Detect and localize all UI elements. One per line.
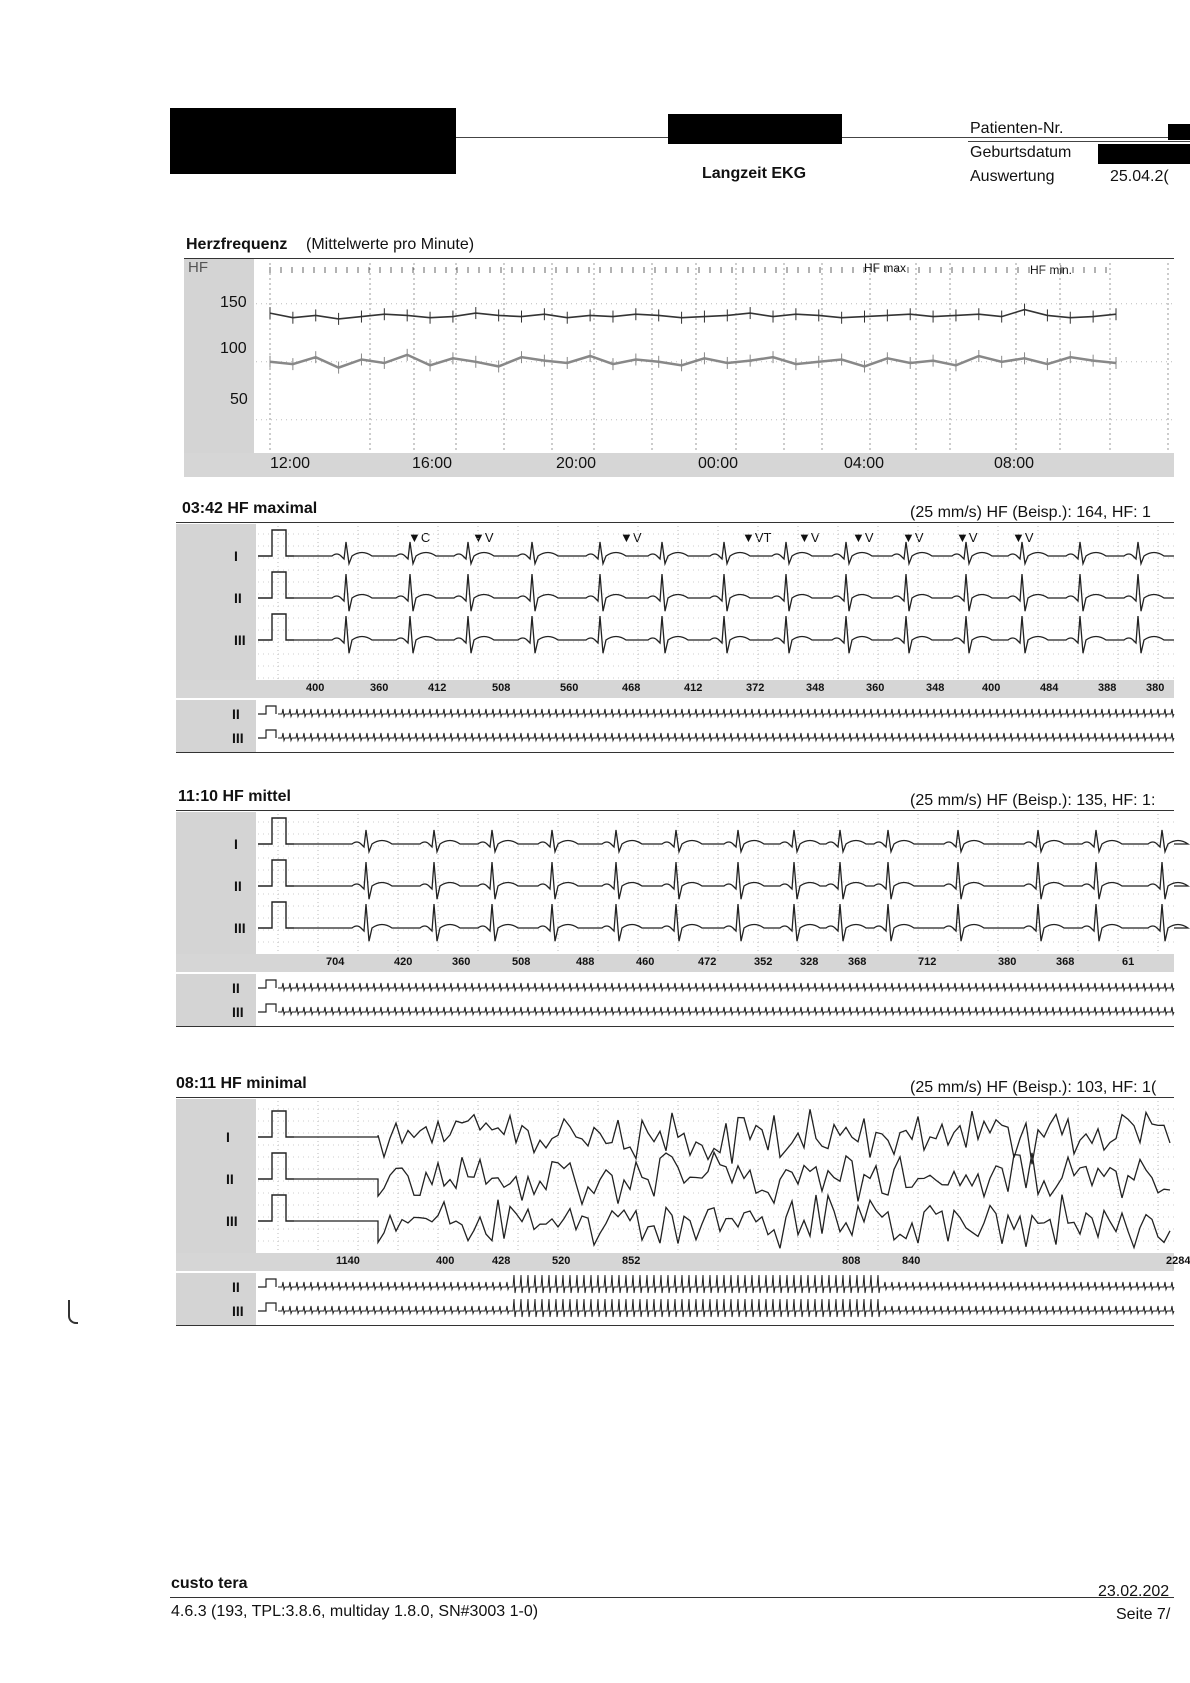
hr-xtick: 16:00 xyxy=(412,455,453,472)
hr-trend-chart xyxy=(184,259,1174,477)
compressed-lead-label: II xyxy=(232,980,240,996)
lead-label: III xyxy=(234,632,246,648)
rr-value: 472 xyxy=(698,956,717,968)
hr-trend-plot xyxy=(256,259,1174,453)
compressed-lead-label: III xyxy=(232,1303,244,1319)
rr-value: 372 xyxy=(746,682,765,694)
ecg-section-mittel xyxy=(176,788,1174,1046)
rr-value: 840 xyxy=(902,1255,921,1267)
rr-interval-strip xyxy=(176,1253,1174,1271)
rr-value: 428 xyxy=(492,1255,511,1267)
compressed-trace xyxy=(278,1299,1174,1317)
rr-value: 508 xyxy=(512,956,531,968)
margin-mark xyxy=(68,1300,78,1324)
rr-value: 520 xyxy=(552,1255,571,1267)
hr-xtick: 20:00 xyxy=(556,455,597,472)
footer-version: 4.6.3 (193, TPL:3.8.6, multiday 1.8.0, SN#3003 1-0) xyxy=(171,1603,539,1620)
ecg-trace-plot xyxy=(258,526,1174,680)
compressed-leads xyxy=(176,1273,1174,1326)
ecg-trace xyxy=(294,1109,1170,1164)
compressed-trace xyxy=(278,733,1174,741)
footer-page: Seite 7/ xyxy=(1116,1606,1171,1623)
hr-ytick-100: 100 xyxy=(220,340,247,357)
compressed-lead-column xyxy=(176,974,256,1026)
rr-value: 380 xyxy=(1146,682,1165,694)
hr-ytick-150: 150 xyxy=(220,294,247,311)
hr-ytick-50: 50 xyxy=(230,391,248,408)
ecg-trace xyxy=(294,1195,1170,1249)
beat-label: ▼V xyxy=(472,530,494,545)
ecg-trace xyxy=(294,616,1174,653)
compressed-trace xyxy=(278,709,1174,717)
compressed-trace xyxy=(278,983,1174,991)
rr-value: 412 xyxy=(428,682,447,694)
hr-xtick: 12:00 xyxy=(270,455,311,472)
rr-value: 368 xyxy=(848,956,867,968)
ecg-trace xyxy=(294,830,1188,852)
redacted-field xyxy=(668,114,842,144)
beat-label: ▼V xyxy=(798,530,820,545)
hr-xtick: 08:00 xyxy=(994,455,1035,472)
compressed-leads xyxy=(176,700,1174,753)
rr-value: 1140 xyxy=(336,1255,360,1267)
lead-label: III xyxy=(226,1213,238,1229)
hr-xtick: 04:00 xyxy=(844,455,885,472)
rr-value: 468 xyxy=(622,682,641,694)
hr-trend-title: Herzfrequenz xyxy=(186,236,288,253)
lead-label: II xyxy=(226,1171,234,1187)
section-rule xyxy=(176,810,1174,811)
section-info: (25 mm/s) HF (Beisp.): 164, HF: 1 xyxy=(910,504,1151,521)
compressed-trace-plot xyxy=(258,974,1174,1026)
section-title: 03:42 HF maximal xyxy=(182,500,318,517)
lead-label: I xyxy=(234,548,238,564)
rr-value: 360 xyxy=(452,956,471,968)
section-info: (25 mm/s) HF (Beisp.): 103, HF: 1( xyxy=(910,1079,1157,1096)
ecg-section-min xyxy=(176,1075,1190,1341)
section-rule xyxy=(176,1097,1174,1098)
compressed-trace xyxy=(278,1007,1174,1015)
compressed-leads xyxy=(176,974,1174,1027)
rr-value: 360 xyxy=(370,682,389,694)
rr-value: 400 xyxy=(306,682,325,694)
rr-value: 388 xyxy=(1098,682,1117,694)
rr-value: 420 xyxy=(394,956,413,968)
lead-label: II xyxy=(234,590,242,606)
compressed-lead-label: III xyxy=(232,730,244,746)
beat-label: ▼V xyxy=(620,530,642,545)
rr-value: 712 xyxy=(918,956,937,968)
rr-value: 368 xyxy=(1056,956,1075,968)
rr-value: 380 xyxy=(998,956,1017,968)
compressed-lead-label: II xyxy=(232,1279,240,1295)
calibration-pulse xyxy=(258,1004,276,1012)
field-label-patient-nr: Patienten-Nr. xyxy=(970,120,1064,137)
hr-ylabel: HF xyxy=(188,259,208,276)
rr-value: 488 xyxy=(576,956,595,968)
hr-xtick: 00:00 xyxy=(698,455,739,472)
rr-value: 460 xyxy=(636,956,655,968)
compressed-trace-plot xyxy=(258,700,1174,752)
rr-value: 360 xyxy=(866,682,885,694)
field-label-geburtsdatum: Geburtsdatum xyxy=(970,144,1072,161)
lead-label: III xyxy=(234,920,246,936)
redacted-name-block xyxy=(170,108,456,174)
compressed-lead-column xyxy=(176,1273,256,1325)
report-title: Langzeit EKG xyxy=(702,165,807,182)
lead-label: II xyxy=(234,878,242,894)
rr-value: 808 xyxy=(842,1255,861,1267)
redacted-patient-nr xyxy=(1168,124,1190,140)
lead-label-column xyxy=(176,1099,256,1253)
section-info: (25 mm/s) HF (Beisp.): 135, HF: 1: xyxy=(910,792,1156,809)
redacted-geburtsdatum xyxy=(1098,144,1190,164)
calibration-pulse xyxy=(258,980,276,988)
beat-label: ▼V xyxy=(852,530,874,545)
lead-label: I xyxy=(234,836,238,852)
rr-value: 352 xyxy=(754,956,773,968)
ecg-trace-plot xyxy=(258,814,1174,954)
lead-label-column xyxy=(176,524,256,680)
hr-series-line xyxy=(270,355,1116,368)
compressed-lead-column xyxy=(176,700,256,752)
ecg-section-max xyxy=(176,500,1174,772)
section-title: 08:11 HF minimal xyxy=(176,1075,307,1092)
rr-value: 400 xyxy=(982,682,1001,694)
rr-value: 704 xyxy=(326,956,345,968)
rr-value: 484 xyxy=(1040,682,1059,694)
hr-max-marker: HF max xyxy=(864,261,906,275)
hr-series-line xyxy=(270,310,1116,319)
beat-label: ▼VT xyxy=(742,530,772,545)
rr-value: 2284 xyxy=(1166,1255,1190,1267)
rr-value: 852 xyxy=(622,1255,641,1267)
field-label-auswertung: Auswertung xyxy=(970,168,1055,185)
calibration-pulse xyxy=(258,730,276,738)
compressed-trace-plot xyxy=(258,1273,1174,1325)
compressed-lead-label: III xyxy=(232,1004,244,1020)
beat-label: ▼C xyxy=(408,530,431,545)
header-underline xyxy=(968,141,1190,142)
compressed-lead-label: II xyxy=(232,706,240,722)
footer-rule xyxy=(170,1597,1174,1598)
beat-label: ▼V xyxy=(1012,530,1034,545)
rr-interval-strip xyxy=(176,680,1174,698)
rr-value: 560 xyxy=(560,682,579,694)
footer-date: 23.02.202 xyxy=(1098,1583,1170,1600)
rr-value: 348 xyxy=(806,682,825,694)
ecg-trace xyxy=(294,904,1188,941)
rr-value: 328 xyxy=(800,956,819,968)
lead-label: I xyxy=(226,1129,230,1145)
ecg-trace xyxy=(294,542,1174,564)
section-title: 11:10 HF mittel xyxy=(178,788,291,805)
rr-value: 400 xyxy=(436,1255,455,1267)
rr-value: 348 xyxy=(926,682,945,694)
section-rule xyxy=(176,522,1174,523)
hr-min-marker: HF min. xyxy=(1030,263,1072,277)
calibration-pulse xyxy=(258,1279,276,1287)
rr-value: 508 xyxy=(492,682,511,694)
rr-value: 412 xyxy=(684,682,703,694)
calibration-pulse xyxy=(258,1303,276,1311)
calibration-pulse xyxy=(258,706,276,714)
beat-label: ▼V xyxy=(956,530,978,545)
hr-axis-column xyxy=(184,259,254,477)
compressed-trace xyxy=(278,1275,1174,1293)
hr-trend-subtitle: (Mittelwerte pro Minute) xyxy=(306,236,475,253)
beat-label: ▼V xyxy=(902,530,924,545)
rr-value: 61 xyxy=(1122,956,1135,968)
footer-product: custo tera xyxy=(171,1575,248,1592)
field-value-auswertung: 25.04.2( xyxy=(1110,168,1169,185)
ecg-trace-plot xyxy=(258,1101,1174,1253)
